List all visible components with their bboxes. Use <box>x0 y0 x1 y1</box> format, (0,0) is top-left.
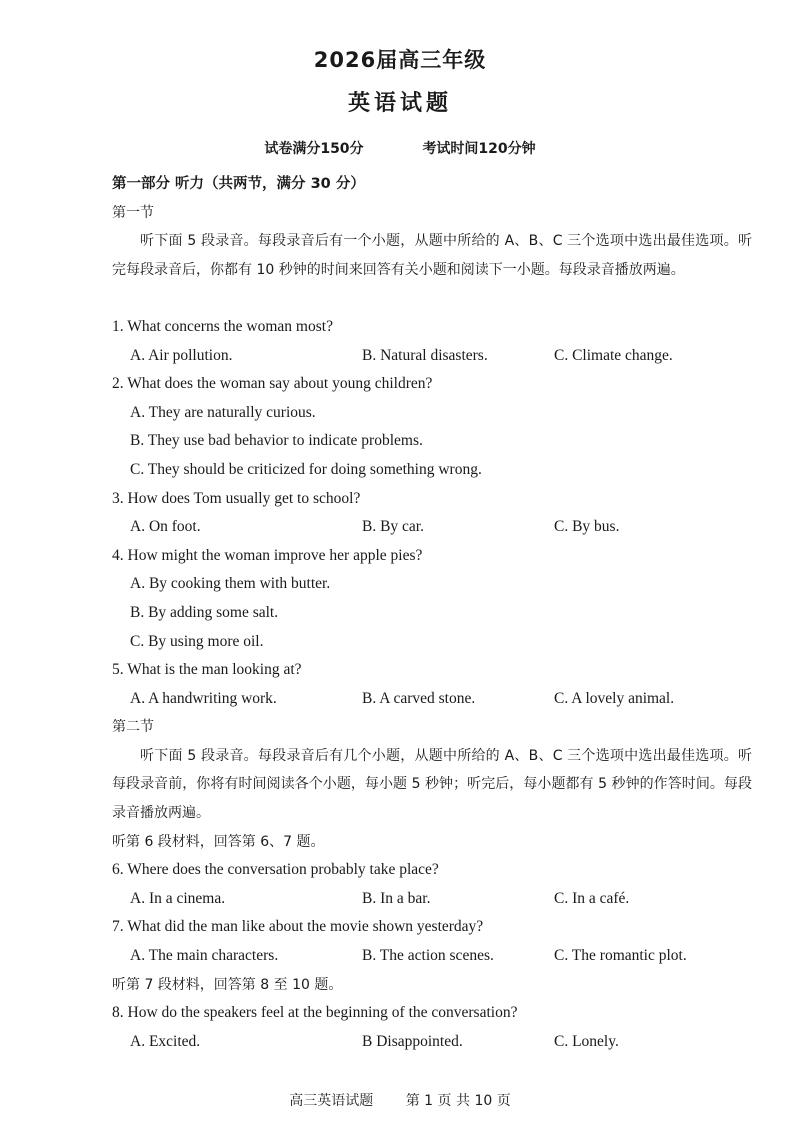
option-b: B. The action scenes. <box>362 947 494 965</box>
options-8 <box>112 1028 752 1057</box>
question-7: 7. What did the man like about the movie shown yesterday? <box>112 918 484 936</box>
option-a: A. The main characters. <box>130 947 279 965</box>
section2-title: 第二节 <box>112 719 154 736</box>
option-b: B Disappointed. <box>362 1032 463 1050</box>
option-b: B. By adding some salt. <box>130 603 279 621</box>
part1-title: 第一部分 听力（共两节，满分 30 分） <box>112 176 365 192</box>
subject-title: 英语试题 <box>347 91 452 116</box>
footer-page-info: 第 1 页 共 10 页 <box>405 1093 511 1109</box>
option-b: B. In a bar. <box>362 889 431 907</box>
option-c: C. In a café. <box>554 889 630 907</box>
option-a: A. In a cinema. <box>130 889 226 907</box>
section1-title: 第一节 <box>112 204 154 221</box>
options-1 <box>112 342 752 371</box>
option-b: B. They use bad behavior to indicate problems. <box>130 432 423 450</box>
material-7-note: 听第 7 段材料，回答第 8 至 10 题。 <box>112 976 343 993</box>
option-a: A. They are naturally curious. <box>130 403 316 421</box>
question-5: 5. What is the man looking at? <box>112 661 302 679</box>
exam-content <box>112 170 752 1056</box>
option-c: C. A lovely animal. <box>554 689 675 707</box>
exam-time: 考试时间120分钟 <box>422 141 536 157</box>
question-3: 3. How does Tom usually get to school? <box>112 489 361 507</box>
option-b: B. Natural disasters. <box>362 346 488 364</box>
question-6: 6. Where does the conversation probably take place? <box>112 861 439 879</box>
option-c: C. The romantic plot. <box>554 947 687 965</box>
options-3 <box>112 513 752 542</box>
exam-meta <box>0 138 800 158</box>
question-8: 8. How do the speakers feel at the beginning of the conversation? <box>112 1004 518 1022</box>
options-7 <box>112 942 752 971</box>
option-c: C. By using more oil. <box>130 632 264 650</box>
option-c: C. By bus. <box>554 518 620 536</box>
option-a: A. Air pollution. <box>130 346 233 364</box>
section2-instruction: 听下面 5 段录音。每段录音后有几个小题，从题中所给的 A、B、C 三个选项中选出最佳选项。听每段录音前，你将有时间阅读各个小题，每小题 5 秒钟；听完后，每小题都有 5 秒钟的作答时间。每段录音播放两遍。 <box>112 747 752 822</box>
option-a: A. By cooking them with butter. <box>130 575 331 593</box>
option-b: B. By car. <box>362 518 424 536</box>
section1-instruction: 听下面 5 段录音。每段录音后有一个小题，从题中所给的 A、B、C 三个选项中选出最佳选项。听完每段录音后，你都有 10 秒钟的时间来回答有关小题和阅读下一小题。每段录音播放两遍。 <box>112 233 752 278</box>
options-5 <box>112 685 752 714</box>
footer-paper-name: 高三英语试题 <box>289 1093 374 1109</box>
question-2: 2. What does the woman say about young children? <box>112 375 433 393</box>
option-a: A. A handwriting work. <box>130 689 277 707</box>
option-c: C. They should be criticized for doing something wrong. <box>130 460 482 478</box>
question-4: 4. How might the woman improve her apple pies? <box>112 546 423 564</box>
option-c: C. Climate change. <box>554 346 673 364</box>
question-1: 1. What concerns the woman most? <box>112 317 333 335</box>
options-6 <box>112 885 752 914</box>
option-a: A. On foot. <box>130 518 201 536</box>
option-c: C. Lonely. <box>554 1032 619 1050</box>
full-score: 试卷满分150分 <box>264 141 364 157</box>
grade-title: 2026届高三年级 <box>313 48 487 72</box>
page-footer <box>0 1090 800 1110</box>
option-b: B. A carved stone. <box>362 689 476 707</box>
material-6-note: 听第 6 段材料，回答第 6、7 题。 <box>112 833 325 850</box>
option-a: A. Excited. <box>130 1032 201 1050</box>
